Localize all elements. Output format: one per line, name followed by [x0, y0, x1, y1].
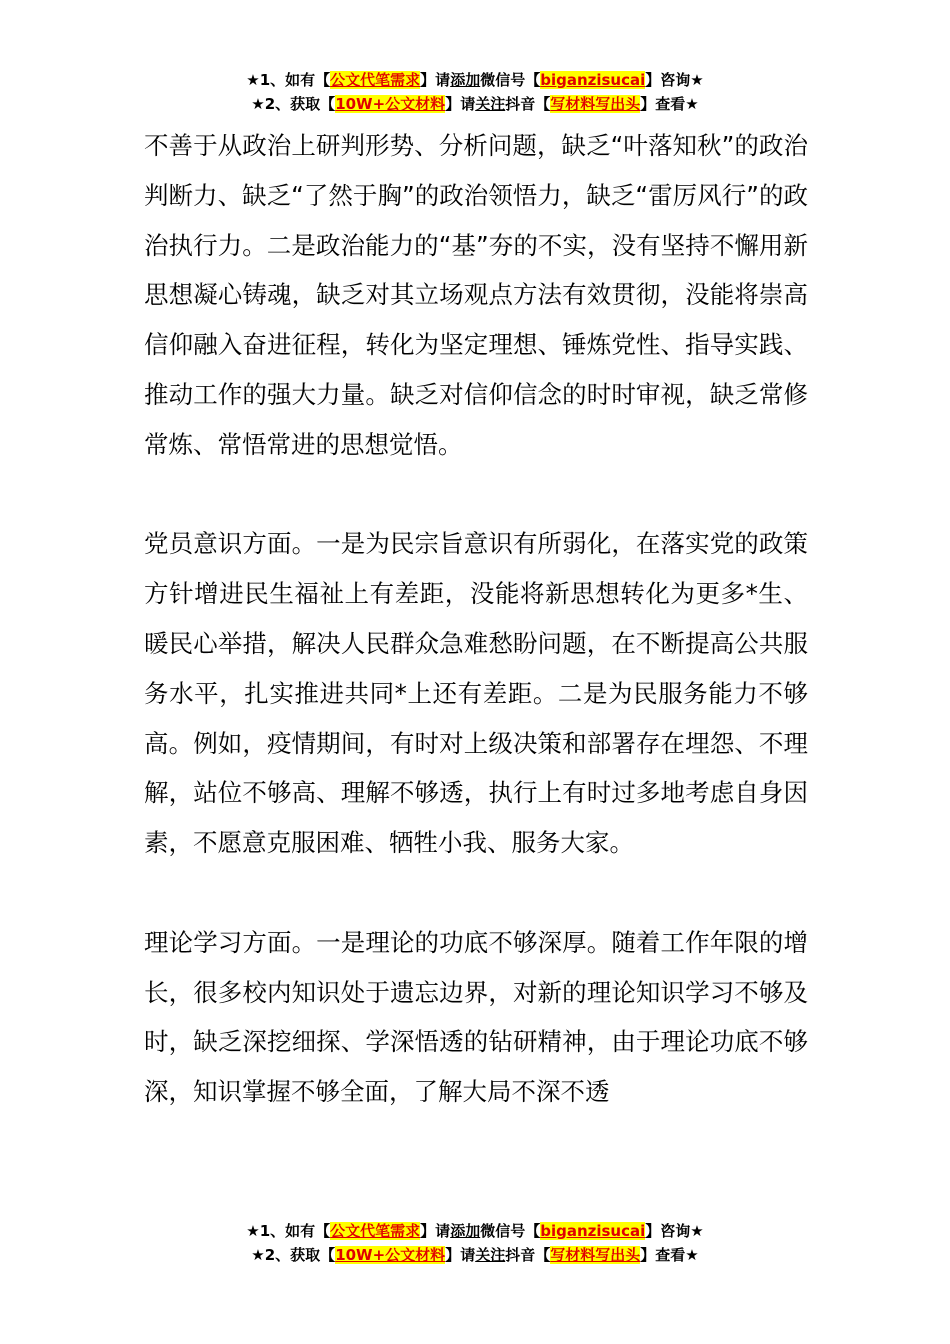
banner-line-1: [0, 1219, 950, 1243]
banner-text: 】查看★: [640, 95, 699, 113]
banner-text: 】请: [420, 71, 451, 89]
paragraph-political-ability: 不善于从政治上研判形势、分析问题，缺乏“叶落知秋”的政治判断力、缺乏“了然于胸”的政治领悟力，缺乏“雷厉风行”的政治执行力。二是政治能力的“基”夯的不实，没有坚持不懈用新思想凝心铸魂，缺乏对其立场观点方法有效贯彻，没能将崇高信仰融入奋进征程，转化为坚定理想、锤炼党性、指导实践、推动工作的强大力量。缺乏对信仰信念的时时审视，缺乏常修常炼、常悟常进的思想觉悟。: [144, 131, 808, 459]
banner-highlight-douyin: 写材料写出头: [550, 95, 641, 113]
banner-highlight-service: 公文代笔需求: [330, 71, 421, 89]
banner-emphasis: 关注: [475, 95, 506, 113]
banner-text: 抖音【: [505, 95, 551, 113]
banner-text: ★1、如有【: [246, 71, 331, 89]
paragraph-spacer: [144, 868, 808, 918]
banner-text: ★2、获取【: [251, 1246, 336, 1264]
banner-text: 】查看★: [640, 1246, 699, 1264]
banner-emphasis: 添加: [450, 71, 481, 89]
banner-text: 】请: [445, 1246, 476, 1264]
paragraph-spacer: [144, 470, 808, 520]
banner-emphasis: 添加: [450, 1222, 481, 1240]
banner-highlight-materials: 10W+公文材料: [335, 1246, 446, 1264]
banner-line-1: [0, 68, 950, 92]
banner-text: 】咨询★: [645, 1222, 704, 1240]
banner-highlight-wechat-id: biganzisucai: [540, 1222, 646, 1240]
banner-emphasis: 关注: [475, 1246, 506, 1264]
banner-line-2: [0, 92, 950, 116]
footer-banner: [0, 1219, 950, 1267]
banner-text: 微信号【: [480, 1222, 541, 1240]
banner-highlight-wechat-id: biganzisucai: [540, 71, 646, 89]
banner-text: 】请: [420, 1222, 451, 1240]
banner-text: ★1、如有【: [246, 1222, 331, 1240]
paragraph-party-awareness: 党员意识方面。一是为民宗旨意识有所弱化，在落实党的政策方针增进民生福祉上有差距，没能将新思想转化为更多*生、暖民心举措，解决人民群众急难愁盼问题，在不断提高公共服务水平，扎实推进共同*上还有差距。二是为民服务能力不够高。例如，疫情期间，有时对上级决策和部署存在埋怨、不理解，站位不够高、理解不够透，执行上有时过多地考虑自身因素，不愿意克服困难、牺牲小我、服务大家。: [144, 529, 808, 858]
banner-text: 微信号【: [480, 71, 541, 89]
banner-text: 抖音【: [505, 1246, 551, 1264]
header-banner: [0, 68, 950, 116]
banner-line-2: [0, 1243, 950, 1267]
banner-text: 】请: [445, 95, 476, 113]
banner-text: ★2、获取【: [251, 95, 336, 113]
banner-highlight-materials: 10W+公文材料: [335, 95, 446, 113]
banner-text: 】咨询★: [645, 71, 704, 89]
banner-highlight-douyin: 写材料写出头: [550, 1246, 641, 1264]
paragraph-theory-study: 理论学习方面。一是理论的功底不够深厚。随着工作年限的增长，很多校内知识处于遗忘边界，对新的理论知识学习不够及时，缺乏深挖细探、学深悟透的钻研精神，由于理论功底不够深，知识掌握不够全面，了解大局不深不透: [144, 927, 808, 1107]
document-body: [144, 121, 808, 1117]
banner-highlight-service: 公文代笔需求: [330, 1222, 421, 1240]
